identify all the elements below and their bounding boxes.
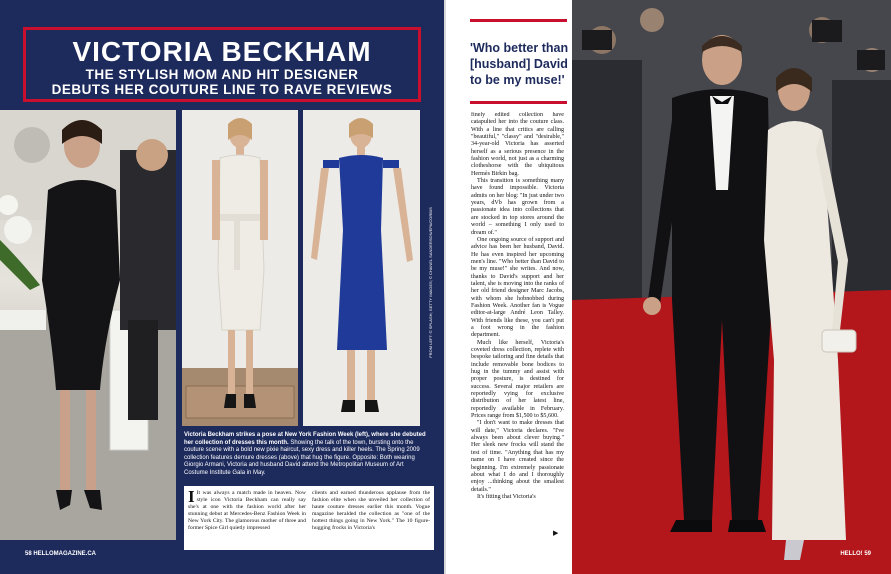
body-paragraph: One ongoing source of support and advice has been her husband, David. He has even inspired her upcoming men's line. "Who better than David to be my muse!" she writes. And now, thanks to David's support and her talent, she is moving into the ranks of her old friend designer Marc Jacobs, with whom she hobnobbed during Fashion Week. Another fan is Vogue editor-at-large André Leon Talley. With friends like these, you can't put a foot wrong in the fashion department. xyxy=(471,236,564,339)
left-page xyxy=(0,0,445,574)
pull-quote-rule-top xyxy=(470,19,567,22)
photo-credit-text: FROM LEFT: © SPLASH; GETTY IMAGES; © CHANEL SANDERSON/EPA/CORBIS xyxy=(428,207,433,358)
body-paragraph: It's fitting that Victoria's xyxy=(477,493,536,500)
photo-victoria-fashion-week-art xyxy=(0,110,176,540)
headline-subtitle-line1: THE STYLISH MOM AND HIT DESIGNER xyxy=(85,67,359,82)
photo-model-blue-dress-art xyxy=(303,110,420,426)
article-opening-columns xyxy=(184,486,434,550)
caption-lead: Victoria Beckham strikes a pose at New York Fashion Week (left), where she debuted her collection of dresses this month. xyxy=(184,432,426,446)
pull-quote: 'Who better than [husband] David to be my muse!' xyxy=(470,41,569,87)
photo-model-white-dress xyxy=(182,110,298,426)
article-column-1 xyxy=(188,490,306,546)
photo-model-white-dress-art xyxy=(182,110,298,426)
photo-beckham-couple-gala xyxy=(572,0,891,574)
article-body-column xyxy=(471,112,564,544)
photo-caption xyxy=(184,432,428,477)
photo-model-blue-dress xyxy=(303,110,420,426)
photo-beckham-couple-gala-art xyxy=(572,0,891,574)
body-paragraph: This transition is something many have found impossible. Victoria admits on her blog: "In just under two years, dVb has grown from a passionate idea into collections that are stocked in top stores around the world – something I only used to dream of." xyxy=(471,178,564,236)
page-folio-left: 58 HELLOMAGAZINE.CA xyxy=(25,551,97,557)
page-folio-right: HELLO! 59 xyxy=(840,551,871,557)
pull-quote-rule-bottom xyxy=(470,101,567,104)
continue-arrow-icon: ▶ xyxy=(553,529,559,537)
photo-credit xyxy=(426,150,436,420)
body-paragraph: Much like herself, Victoria's coveted dress collection, replete with bespoke tailoring and fine details that include removable bone bodices to hug in the tummy and assist with proper posture, is destined for success. Several major retailers are reportedly vying for exclusive distribution of her latest line, reportedly available in February. Prices range from $1,500 to $5,600. xyxy=(471,339,564,420)
drop-cap: I xyxy=(188,490,195,506)
body-paragraph: finely edited collection have catapulted her into the couture class. With a line that critics are calling "beautiful," "classy" and "desirable," 34-year-old Victoria has asserted herself as a serious presence in the fashion world, not just as a charming clotheshorse with the ubiquitous Hermès Birkin bag. xyxy=(471,112,564,177)
article-column-1-text: It was always a match made in heaven. Now style icon Victoria Beckham can really say she's at one with the fashion world after her stunning debut at Mercedes-Benz Fashion Week in New York City. The glamorous mother of three and former Spice Girl quietly impressed xyxy=(188,490,306,531)
headline-title: VICTORIA BECKHAM xyxy=(72,36,372,67)
caption-body: Showing the talk of the town, bursting onto the couture scene with a bold new pixie haircut, sexy dress and killer heels. The Spring 2009 collection features demure dresses (above) that hug the figure. Opposite: Both wearing Giorgio Armani, Victoria and husband David attend the Metropolitan Museum of Art Costume Institute Gala in May. xyxy=(184,439,420,476)
photo-victoria-fashion-week xyxy=(0,110,176,540)
body-paragraph: "I don't want to make dresses that will date," Victoria declares. "I've always been about clever buying." Her sleek new frocks will stand the test of time. "Anything that has my name on I have created since the beginning. I'm extremely passionate about what I do and I thoroughly enjoy ...thinking about the smallest details." xyxy=(471,420,564,493)
headline-subtitle-line2: DEBUTS HER COUTURE LINE TO RAVE REVIEWS xyxy=(51,82,393,97)
headline-box xyxy=(23,27,421,102)
article-column-2: clients and earned thunderous applause from the fashion elite when she unveiled her collection of haute couture dresses earlier this month. Vogue magazine heralded the collection as "one of the hottest things going in New York." The 10 figure-hugging frocks in Victoria's xyxy=(312,490,430,531)
